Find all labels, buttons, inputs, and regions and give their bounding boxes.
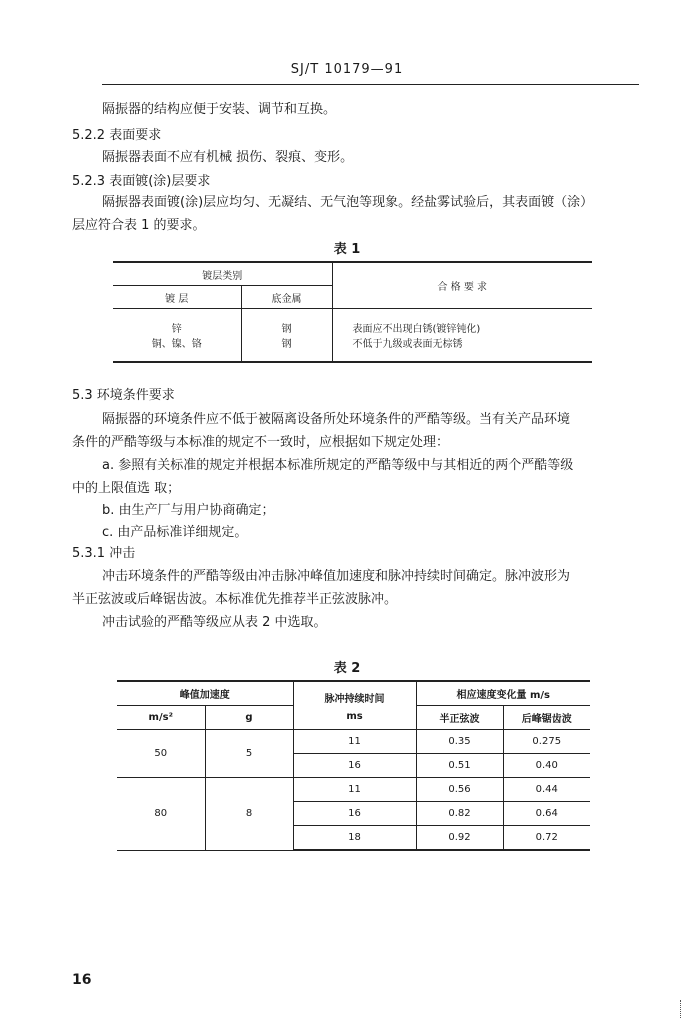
- list-item-b: b. 由生产厂与用户协商确定；: [102, 503, 275, 518]
- table1-col-plating: 镀 层: [113, 286, 241, 309]
- table2-cell: 0.82: [416, 802, 503, 826]
- table2-header-velocity: 相应速度变化量 m/s: [416, 681, 590, 706]
- paragraph-surface: 隔振器表面不应有机械 损伤、裂痕、变形。: [102, 150, 354, 165]
- table2-cell: 11: [293, 778, 416, 802]
- table2-cell: 80: [117, 778, 205, 851]
- table2-cell: 16: [293, 802, 416, 826]
- list-item-a-line1: a. 参照有关标准的规定并根据本标准所规定的严酷等级中与其相近的两个严酷等级: [102, 458, 574, 473]
- table2-duration-label: 脉冲持续时间: [324, 693, 385, 705]
- table1-cell: 铜、镍、铬: [113, 335, 241, 362]
- paragraph-env-line2: 条件的严酷等级与本标准的规定不一致时，应根据如下规定处理：: [72, 435, 450, 450]
- page-number: 16: [72, 972, 92, 988]
- table2-cell: 8: [205, 778, 293, 851]
- section-5-2-2-heading: 5.2.2 表面要求: [72, 128, 162, 143]
- table2-caption: 表 2: [333, 661, 361, 676]
- table1-cell: 表面应不出现白锈(镀锌钝化): [332, 309, 592, 336]
- table2-cell: 5: [205, 730, 293, 778]
- paragraph-shock-select: 冲击试验的严酷等级应从表 2 中选取。: [102, 615, 327, 630]
- table2-col-half-sine: 半正弦波: [416, 706, 503, 730]
- table2-unit-ms2: m/s²: [117, 706, 205, 730]
- document-header: SJ/T 10179—91: [290, 62, 404, 77]
- table1-col-base: 底金属: [241, 286, 332, 309]
- table1-cell: 锌: [171, 324, 182, 335]
- table1-cell: 钢: [241, 335, 332, 362]
- list-item-c: c. 由产品标准详细规定。: [102, 525, 248, 540]
- table2-cell: 0.56: [416, 778, 503, 802]
- paragraph-coating-line1: 隔振器表面镀(涂)层应均匀、无凝结、无气泡等现象。经盐雾试验后，其表面镀（涂）: [102, 195, 594, 210]
- table2-cell: 0.44: [503, 778, 590, 802]
- table1-caption: 表 1: [333, 242, 361, 257]
- table2-header-peak: 峰值加速度: [117, 681, 293, 706]
- table1-group-header: 镀层类别: [113, 262, 332, 286]
- table2-cell: 0.64: [503, 802, 590, 826]
- table1: [113, 261, 592, 363]
- table2-col-sawtooth: 后峰锯齿波: [503, 706, 590, 730]
- table1-cell: 钢: [241, 309, 332, 336]
- table2-cell: 0.51: [416, 754, 503, 778]
- paragraph-shock-line2: 半正弦波或后峰锯齿波。本标准优先推荐半正弦波脉冲。: [72, 592, 398, 607]
- table2-cell: 16: [293, 754, 416, 778]
- section-5-3-heading: 5.3 环境条件要求: [72, 388, 175, 403]
- paragraph-structure: 隔振器的结构应便于安装、调节和互换。: [102, 102, 337, 117]
- table2-header-duration: [293, 681, 416, 730]
- table2: [117, 680, 590, 851]
- section-5-2-3-heading: 5.2.3 表面镀(涂)层要求: [72, 174, 211, 189]
- table2-cell: 0.35: [416, 730, 503, 754]
- table2-unit-g: g: [205, 706, 293, 730]
- table2-cell: 50: [117, 730, 205, 778]
- table1-cell: 不低于九级或表面无棕锈: [332, 335, 592, 362]
- scan-mark: [680, 1000, 683, 1018]
- table2-cell: 11: [293, 730, 416, 754]
- table2-cell: 0.72: [503, 826, 590, 851]
- section-5-3-1-heading: 5.3.1 冲击: [72, 546, 136, 561]
- paragraph-env-line1: 隔振器的环境条件应不低于被隔离设备所处环境条件的严酷等级。当有关产品环境: [102, 412, 571, 427]
- table2-cell: 0.40: [503, 754, 590, 778]
- header-rule: [102, 84, 639, 85]
- table2-cell: 18: [293, 826, 416, 851]
- table2-cell: 0.275: [503, 730, 590, 754]
- list-item-a-line2: 中的上限值选 取；: [72, 481, 181, 496]
- table1-col-requirement: 合 格 要 求: [332, 262, 592, 309]
- table2-duration-unit: ms: [346, 710, 363, 722]
- paragraph-coating-line2: 层应符合表 1 的要求。: [72, 218, 206, 233]
- paragraph-shock-line1: 冲击环境条件的严酷等级由冲击脉冲峰值加速度和脉冲持续时间确定。脉冲波形为: [102, 569, 571, 584]
- table2-cell: 0.92: [416, 826, 503, 851]
